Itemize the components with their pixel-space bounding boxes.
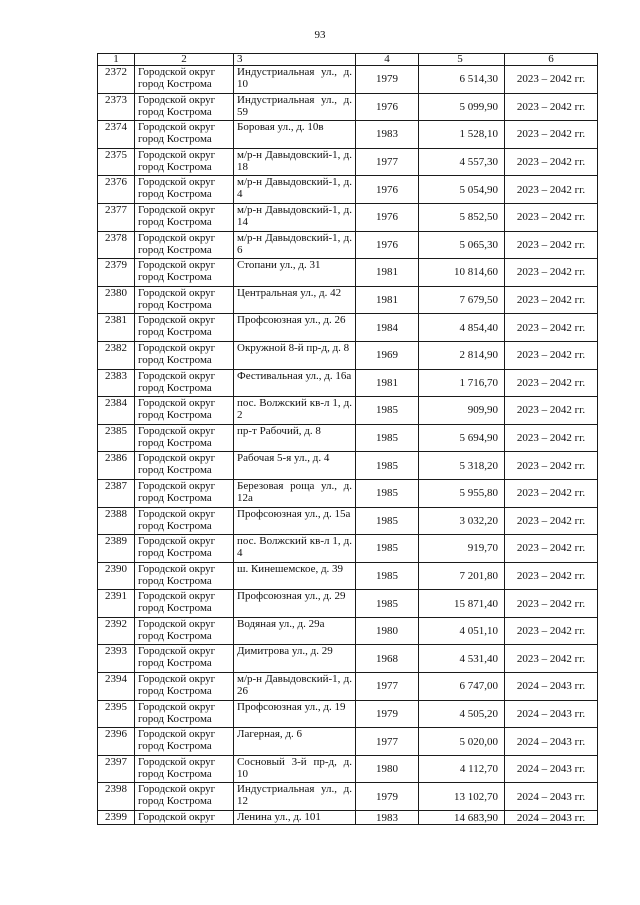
area-cell: 2 814,90 <box>419 341 505 369</box>
table-row <box>98 562 598 590</box>
row-number-cell: 2375 <box>98 148 135 176</box>
address-cell: Водяная ул., д. 29а <box>234 617 356 645</box>
table-row <box>98 452 598 480</box>
table-row <box>98 176 598 204</box>
municipality-cell: Городской округ город Кострома <box>135 397 234 425</box>
year-built-cell: 1979 <box>356 66 419 94</box>
repair-period-cell: 2023 – 2042 гг. <box>505 562 598 590</box>
repair-period-cell: 2023 – 2042 гг. <box>505 507 598 535</box>
row-number-cell: 2391 <box>98 590 135 618</box>
repair-period-cell: 2023 – 2042 гг. <box>505 397 598 425</box>
area-cell: 4 112,70 <box>419 755 505 783</box>
repair-period-cell: 2024 – 2043 гг. <box>505 728 598 756</box>
municipality-cell: Городской округ город Кострома <box>135 148 234 176</box>
table-row <box>98 397 598 425</box>
municipality-cell: Городской округ город Кострома <box>135 452 234 480</box>
repair-period-cell: 2023 – 2042 гг. <box>505 259 598 287</box>
area-cell: 1 716,70 <box>419 369 505 397</box>
area-cell: 5 065,30 <box>419 231 505 259</box>
row-number-cell: 2384 <box>98 397 135 425</box>
column-header-5: 5 <box>419 54 505 66</box>
municipality-cell: Городской округ город Кострома <box>135 673 234 701</box>
repair-period-cell: 2023 – 2042 гг. <box>505 535 598 563</box>
year-built-cell: 1985 <box>356 452 419 480</box>
address-cell: м/р-н Давыдовский-1, д. 18 <box>234 148 356 176</box>
row-number-cell: 2381 <box>98 314 135 342</box>
area-cell: 4 505,20 <box>419 700 505 728</box>
year-built-cell: 1985 <box>356 424 419 452</box>
repair-period-cell: 2023 – 2042 гг. <box>505 590 598 618</box>
address-cell: пр-т Рабочий, д. 8 <box>234 424 356 452</box>
repair-period-cell: 2023 – 2042 гг. <box>505 66 598 94</box>
area-cell: 919,70 <box>419 535 505 563</box>
area-cell: 10 814,60 <box>419 259 505 287</box>
municipality-cell: Городской округ город Кострома <box>135 535 234 563</box>
address-cell: Индустриальная ул., д. 12 <box>234 783 356 811</box>
column-header-1: 1 <box>98 54 135 66</box>
table-row <box>98 479 598 507</box>
table-row <box>98 341 598 369</box>
column-header-2: 2 <box>135 54 234 66</box>
table-row <box>98 121 598 149</box>
repair-period-cell: 2024 – 2043 гг. <box>505 700 598 728</box>
year-built-cell: 1976 <box>356 93 419 121</box>
table-body <box>98 66 598 825</box>
housing-register-table <box>97 53 598 825</box>
address-cell: м/р-н Давыдовский-1, д. 6 <box>234 231 356 259</box>
address-cell: Боровая ул., д. 10в <box>234 121 356 149</box>
address-cell: Лагерная, д. 6 <box>234 728 356 756</box>
area-cell: 14 683,90 <box>419 811 505 825</box>
repair-period-cell: 2023 – 2042 гг. <box>505 424 598 452</box>
table-row <box>98 314 598 342</box>
repair-period-cell: 2023 – 2042 гг. <box>505 176 598 204</box>
area-cell: 5 020,00 <box>419 728 505 756</box>
row-number-cell: 2393 <box>98 645 135 673</box>
address-cell: Профсоюзная ул., д. 26 <box>234 314 356 342</box>
repair-period-cell: 2023 – 2042 гг. <box>505 286 598 314</box>
repair-period-cell: 2023 – 2042 гг. <box>505 617 598 645</box>
row-number-cell: 2382 <box>98 341 135 369</box>
table-row <box>98 617 598 645</box>
row-number-cell: 2396 <box>98 728 135 756</box>
row-number-cell: 2398 <box>98 783 135 811</box>
municipality-cell: Городской округ город Кострома <box>135 507 234 535</box>
address-cell: Сосновый 3-й пр-д, д. 10 <box>234 755 356 783</box>
address-cell: Окружной 8-й пр-д, д. 8 <box>234 341 356 369</box>
year-built-cell: 1985 <box>356 590 419 618</box>
municipality-cell: Городской округ город Кострома <box>135 479 234 507</box>
address-cell: м/р-н Давыдовский-1, д. 4 <box>234 176 356 204</box>
municipality-cell: Городской округ город Кострома <box>135 728 234 756</box>
area-cell: 7 201,80 <box>419 562 505 590</box>
address-cell: Индустриальная ул., д. 59 <box>234 93 356 121</box>
area-cell: 4 051,10 <box>419 617 505 645</box>
table-row <box>98 700 598 728</box>
area-cell: 6 747,00 <box>419 673 505 701</box>
municipality-cell: Городской округ город Кострома <box>135 562 234 590</box>
row-number-cell: 2394 <box>98 673 135 701</box>
area-cell: 3 032,20 <box>419 507 505 535</box>
table-row <box>98 66 598 94</box>
row-number-cell: 2395 <box>98 700 135 728</box>
municipality-cell: Городской округ город Кострома <box>135 93 234 121</box>
municipality-cell: Городской округ <box>135 811 234 825</box>
address-cell: Рабочая 5-я ул., д. 4 <box>234 452 356 480</box>
address-cell: пос. Волжский кв-л 1, д. 2 <box>234 397 356 425</box>
row-number-cell: 2387 <box>98 479 135 507</box>
address-cell: Димитрова ул., д. 29 <box>234 645 356 673</box>
repair-period-cell: 2023 – 2042 гг. <box>505 341 598 369</box>
page-number: 93 <box>314 29 326 41</box>
row-number-cell: 2379 <box>98 259 135 287</box>
row-number-cell: 2383 <box>98 369 135 397</box>
municipality-cell: Городской округ город Кострома <box>135 590 234 618</box>
address-cell: ш. Кинешемское, д. 39 <box>234 562 356 590</box>
area-cell: 4 557,30 <box>419 148 505 176</box>
table-row <box>98 783 598 811</box>
municipality-cell: Городской округ город Кострома <box>135 645 234 673</box>
municipality-cell: Городской округ город Кострома <box>135 259 234 287</box>
repair-period-cell: 2023 – 2042 гг. <box>505 231 598 259</box>
year-built-cell: 1983 <box>356 811 419 825</box>
area-cell: 7 679,50 <box>419 286 505 314</box>
area-cell: 5 694,90 <box>419 424 505 452</box>
row-number-cell: 2377 <box>98 203 135 231</box>
year-built-cell: 1977 <box>356 148 419 176</box>
year-built-cell: 1981 <box>356 369 419 397</box>
table-row <box>98 259 598 287</box>
address-cell: Березовая роща ул., д. 12а <box>234 479 356 507</box>
address-cell: Профсоюзная ул., д. 29 <box>234 590 356 618</box>
year-built-cell: 1980 <box>356 755 419 783</box>
table-row <box>98 231 598 259</box>
row-number-cell: 2389 <box>98 535 135 563</box>
row-number-cell: 2376 <box>98 176 135 204</box>
year-built-cell: 1985 <box>356 535 419 563</box>
row-number-cell: 2386 <box>98 452 135 480</box>
repair-period-cell: 2024 – 2043 гг. <box>505 673 598 701</box>
table-row <box>98 148 598 176</box>
area-cell: 4 531,40 <box>419 645 505 673</box>
table-row <box>98 507 598 535</box>
column-header-4: 4 <box>356 54 419 66</box>
repair-period-cell: 2023 – 2042 гг. <box>505 479 598 507</box>
municipality-cell: Городской округ город Кострома <box>135 783 234 811</box>
area-cell: 5 318,20 <box>419 452 505 480</box>
year-built-cell: 1985 <box>356 397 419 425</box>
row-number-cell: 2374 <box>98 121 135 149</box>
year-built-cell: 1977 <box>356 728 419 756</box>
year-built-cell: 1984 <box>356 314 419 342</box>
municipality-cell: Городской округ город Кострома <box>135 286 234 314</box>
address-cell: Центральная ул., д. 42 <box>234 286 356 314</box>
table-row <box>98 673 598 701</box>
area-cell: 4 854,40 <box>419 314 505 342</box>
repair-period-cell: 2024 – 2043 гг. <box>505 811 598 825</box>
address-cell: м/р-н Давыдовский-1, д. 14 <box>234 203 356 231</box>
table-row <box>98 424 598 452</box>
table-row <box>98 811 598 825</box>
area-cell: 5 852,50 <box>419 203 505 231</box>
column-header-3: 3 <box>234 54 356 66</box>
table-row <box>98 203 598 231</box>
address-cell: Фестивальная ул., д. 16а <box>234 369 356 397</box>
column-number-row <box>98 54 598 66</box>
row-number-cell: 2378 <box>98 231 135 259</box>
municipality-cell: Городской округ город Кострома <box>135 121 234 149</box>
municipality-cell: Городской округ город Кострома <box>135 66 234 94</box>
year-built-cell: 1977 <box>356 673 419 701</box>
year-built-cell: 1981 <box>356 259 419 287</box>
year-built-cell: 1981 <box>356 286 419 314</box>
year-built-cell: 1976 <box>356 176 419 204</box>
year-built-cell: 1985 <box>356 562 419 590</box>
repair-period-cell: 2023 – 2042 гг. <box>505 203 598 231</box>
row-number-cell: 2397 <box>98 755 135 783</box>
municipality-cell: Городской округ город Кострома <box>135 203 234 231</box>
municipality-cell: Городской округ город Кострома <box>135 424 234 452</box>
municipality-cell: Городской округ город Кострома <box>135 755 234 783</box>
year-built-cell: 1979 <box>356 783 419 811</box>
municipality-cell: Городской округ город Кострома <box>135 617 234 645</box>
repair-period-cell: 2023 – 2042 гг. <box>505 369 598 397</box>
municipality-cell: Городской округ город Кострома <box>135 369 234 397</box>
year-built-cell: 1985 <box>356 507 419 535</box>
row-number-cell: 2373 <box>98 93 135 121</box>
repair-period-cell: 2023 – 2042 гг. <box>505 314 598 342</box>
table-row <box>98 645 598 673</box>
repair-period-cell: 2024 – 2043 гг. <box>505 755 598 783</box>
address-cell: Индустриальная ул., д. 10 <box>234 66 356 94</box>
year-built-cell: 1979 <box>356 700 419 728</box>
row-number-cell: 2399 <box>98 811 135 825</box>
repair-period-cell: 2023 – 2042 гг. <box>505 148 598 176</box>
repair-period-cell: 2023 – 2042 гг. <box>505 452 598 480</box>
municipality-cell: Городской округ город Кострома <box>135 176 234 204</box>
area-cell: 909,90 <box>419 397 505 425</box>
area-cell: 1 528,10 <box>419 121 505 149</box>
row-number-cell: 2392 <box>98 617 135 645</box>
repair-period-cell: 2024 – 2043 гг. <box>505 783 598 811</box>
row-number-cell: 2372 <box>98 66 135 94</box>
year-built-cell: 1976 <box>356 231 419 259</box>
address-cell: Ленина ул., д. 101 <box>234 811 356 825</box>
year-built-cell: 1985 <box>356 479 419 507</box>
address-cell: Профсоюзная ул., д. 15а <box>234 507 356 535</box>
year-built-cell: 1983 <box>356 121 419 149</box>
address-cell: Стопани ул., д. 31 <box>234 259 356 287</box>
municipality-cell: Городской округ город Кострома <box>135 700 234 728</box>
repair-period-cell: 2023 – 2042 гг. <box>505 93 598 121</box>
table-row <box>98 590 598 618</box>
repair-period-cell: 2023 – 2042 гг. <box>505 121 598 149</box>
table-row <box>98 93 598 121</box>
area-cell: 5 099,90 <box>419 93 505 121</box>
column-header-6: 6 <box>505 54 598 66</box>
municipality-cell: Городской округ город Кострома <box>135 341 234 369</box>
address-cell: Профсоюзная ул., д. 19 <box>234 700 356 728</box>
area-cell: 5 955,80 <box>419 479 505 507</box>
year-built-cell: 1976 <box>356 203 419 231</box>
table-row <box>98 755 598 783</box>
area-cell: 6 514,30 <box>419 66 505 94</box>
area-cell: 15 871,40 <box>419 590 505 618</box>
year-built-cell: 1969 <box>356 341 419 369</box>
area-cell: 5 054,90 <box>419 176 505 204</box>
table-row <box>98 286 598 314</box>
row-number-cell: 2390 <box>98 562 135 590</box>
year-built-cell: 1980 <box>356 617 419 645</box>
municipality-cell: Городской округ город Кострома <box>135 231 234 259</box>
row-number-cell: 2388 <box>98 507 135 535</box>
address-cell: пос. Волжский кв-л 1, д. 4 <box>234 535 356 563</box>
row-number-cell: 2385 <box>98 424 135 452</box>
year-built-cell: 1968 <box>356 645 419 673</box>
row-number-cell: 2380 <box>98 286 135 314</box>
repair-period-cell: 2023 – 2042 гг. <box>505 645 598 673</box>
table-row <box>98 369 598 397</box>
table-row <box>98 728 598 756</box>
address-cell: м/р-н Давыдовский-1, д. 26 <box>234 673 356 701</box>
area-cell: 13 102,70 <box>419 783 505 811</box>
table-row <box>98 535 598 563</box>
municipality-cell: Городской округ город Кострома <box>135 314 234 342</box>
